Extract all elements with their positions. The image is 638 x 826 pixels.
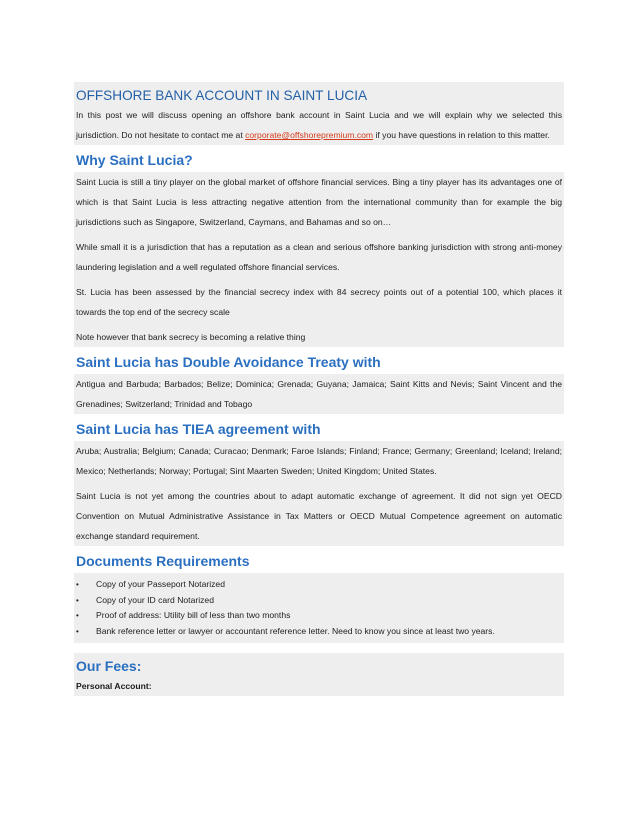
bullet-icon: • [76,595,79,605]
documents-list [74,577,564,639]
list-item: • Copy of your ID card Notarized [74,593,564,609]
document-body [74,82,564,696]
fees-section [74,653,564,696]
tiea-section [74,441,564,546]
why-heading: Why Saint Lucia? [76,152,193,168]
dta-countries: Antigua and Barbuda; Barbados; Belize; Dominica; Grenada; Guyana; Jamaica; Saint Kitts and Nevis; Saint Vincent and the Grenadines; Switzerland; Trinidad and Tobago [76,379,562,409]
dta-heading: Saint Lucia has Double Avoidance Treaty with [76,354,381,370]
why-paragraph-3: St. Lucia has been assessed by the financial secrecy index with 84 secrecy points out of a potential 100, which places it towards the top end of the secrecy scale [76,287,562,317]
documents-heading: Documents Requirements [76,553,250,569]
documents-section [74,573,564,643]
page-title: OFFSHORE BANK ACCOUNT IN SAINT LUCIA [76,88,368,103]
why-paragraph-2: While small it is a jurisdiction that has a reputation as a clean and serious offshore banking jurisdiction with strong anti-money laundering legislation and a well regulated offshore financial services. [76,242,562,272]
intro-paragraph [74,105,564,145]
intro-text: In this post we will discuss opening an offshore bank account in Saint Lucia and we will explain why we selected this jurisdiction. Do not hesitate to contact me at [76,110,562,140]
bullet-icon: • [76,626,79,636]
why-paragraph-1: Saint Lucia is still a tiny player on the global market of offshore financial services. Bing a tiny player has its advantages one of which is that Saint Lucia is less attracting negative attention from the international community than for example the big jurisdictions such as Singapore, Switzerland, Caymans, and Bahamas and so on… [76,177,562,227]
tiea-heading: Saint Lucia has TIEA agreement with [76,421,321,437]
list-item: • Copy of your Passeport Notarized [74,577,564,593]
why-paragraph-4: Note however that bank secrecy is becoming a relative thing [76,332,306,342]
bullet-icon: • [76,611,79,620]
dta-section [74,374,564,414]
personal-account-label: Personal Account: [76,681,152,691]
list-item: • Proof of address: Utility bill of less than two months [74,608,564,624]
fees-heading: Our Fees: [76,658,142,674]
email-link[interactable]: corporate@offshorepremium.com [245,130,374,140]
list-item: • Bank reference letter or lawyer or accountant reference letter. Need to know you since at least two years. [74,624,564,640]
intro-section [74,82,564,145]
tiea-countries: Aruba; Australia; Belgium; Canada; Curacao; Denmark; Faroe Islands; Finland; France; Germany; Greenland; Iceland; Ireland; Mexico; Netherlands; Norway; Portugal; Sint Maarten Sweden; United Kingdom; United States. [76,446,562,476]
intro-text-end: if you have questions in relation to this matter. [373,130,550,140]
why-section [74,172,564,347]
bullet-icon: • [76,580,79,589]
tiea-note: Saint Lucia is not yet among the countries about to adapt automatic exchange of agreement. It did not sign yet OECD Convention on Mutual Administrative Assistance in Tax Matters or OECD Mutual Competence agreement on automatic exchange standard requirement. [76,491,562,541]
